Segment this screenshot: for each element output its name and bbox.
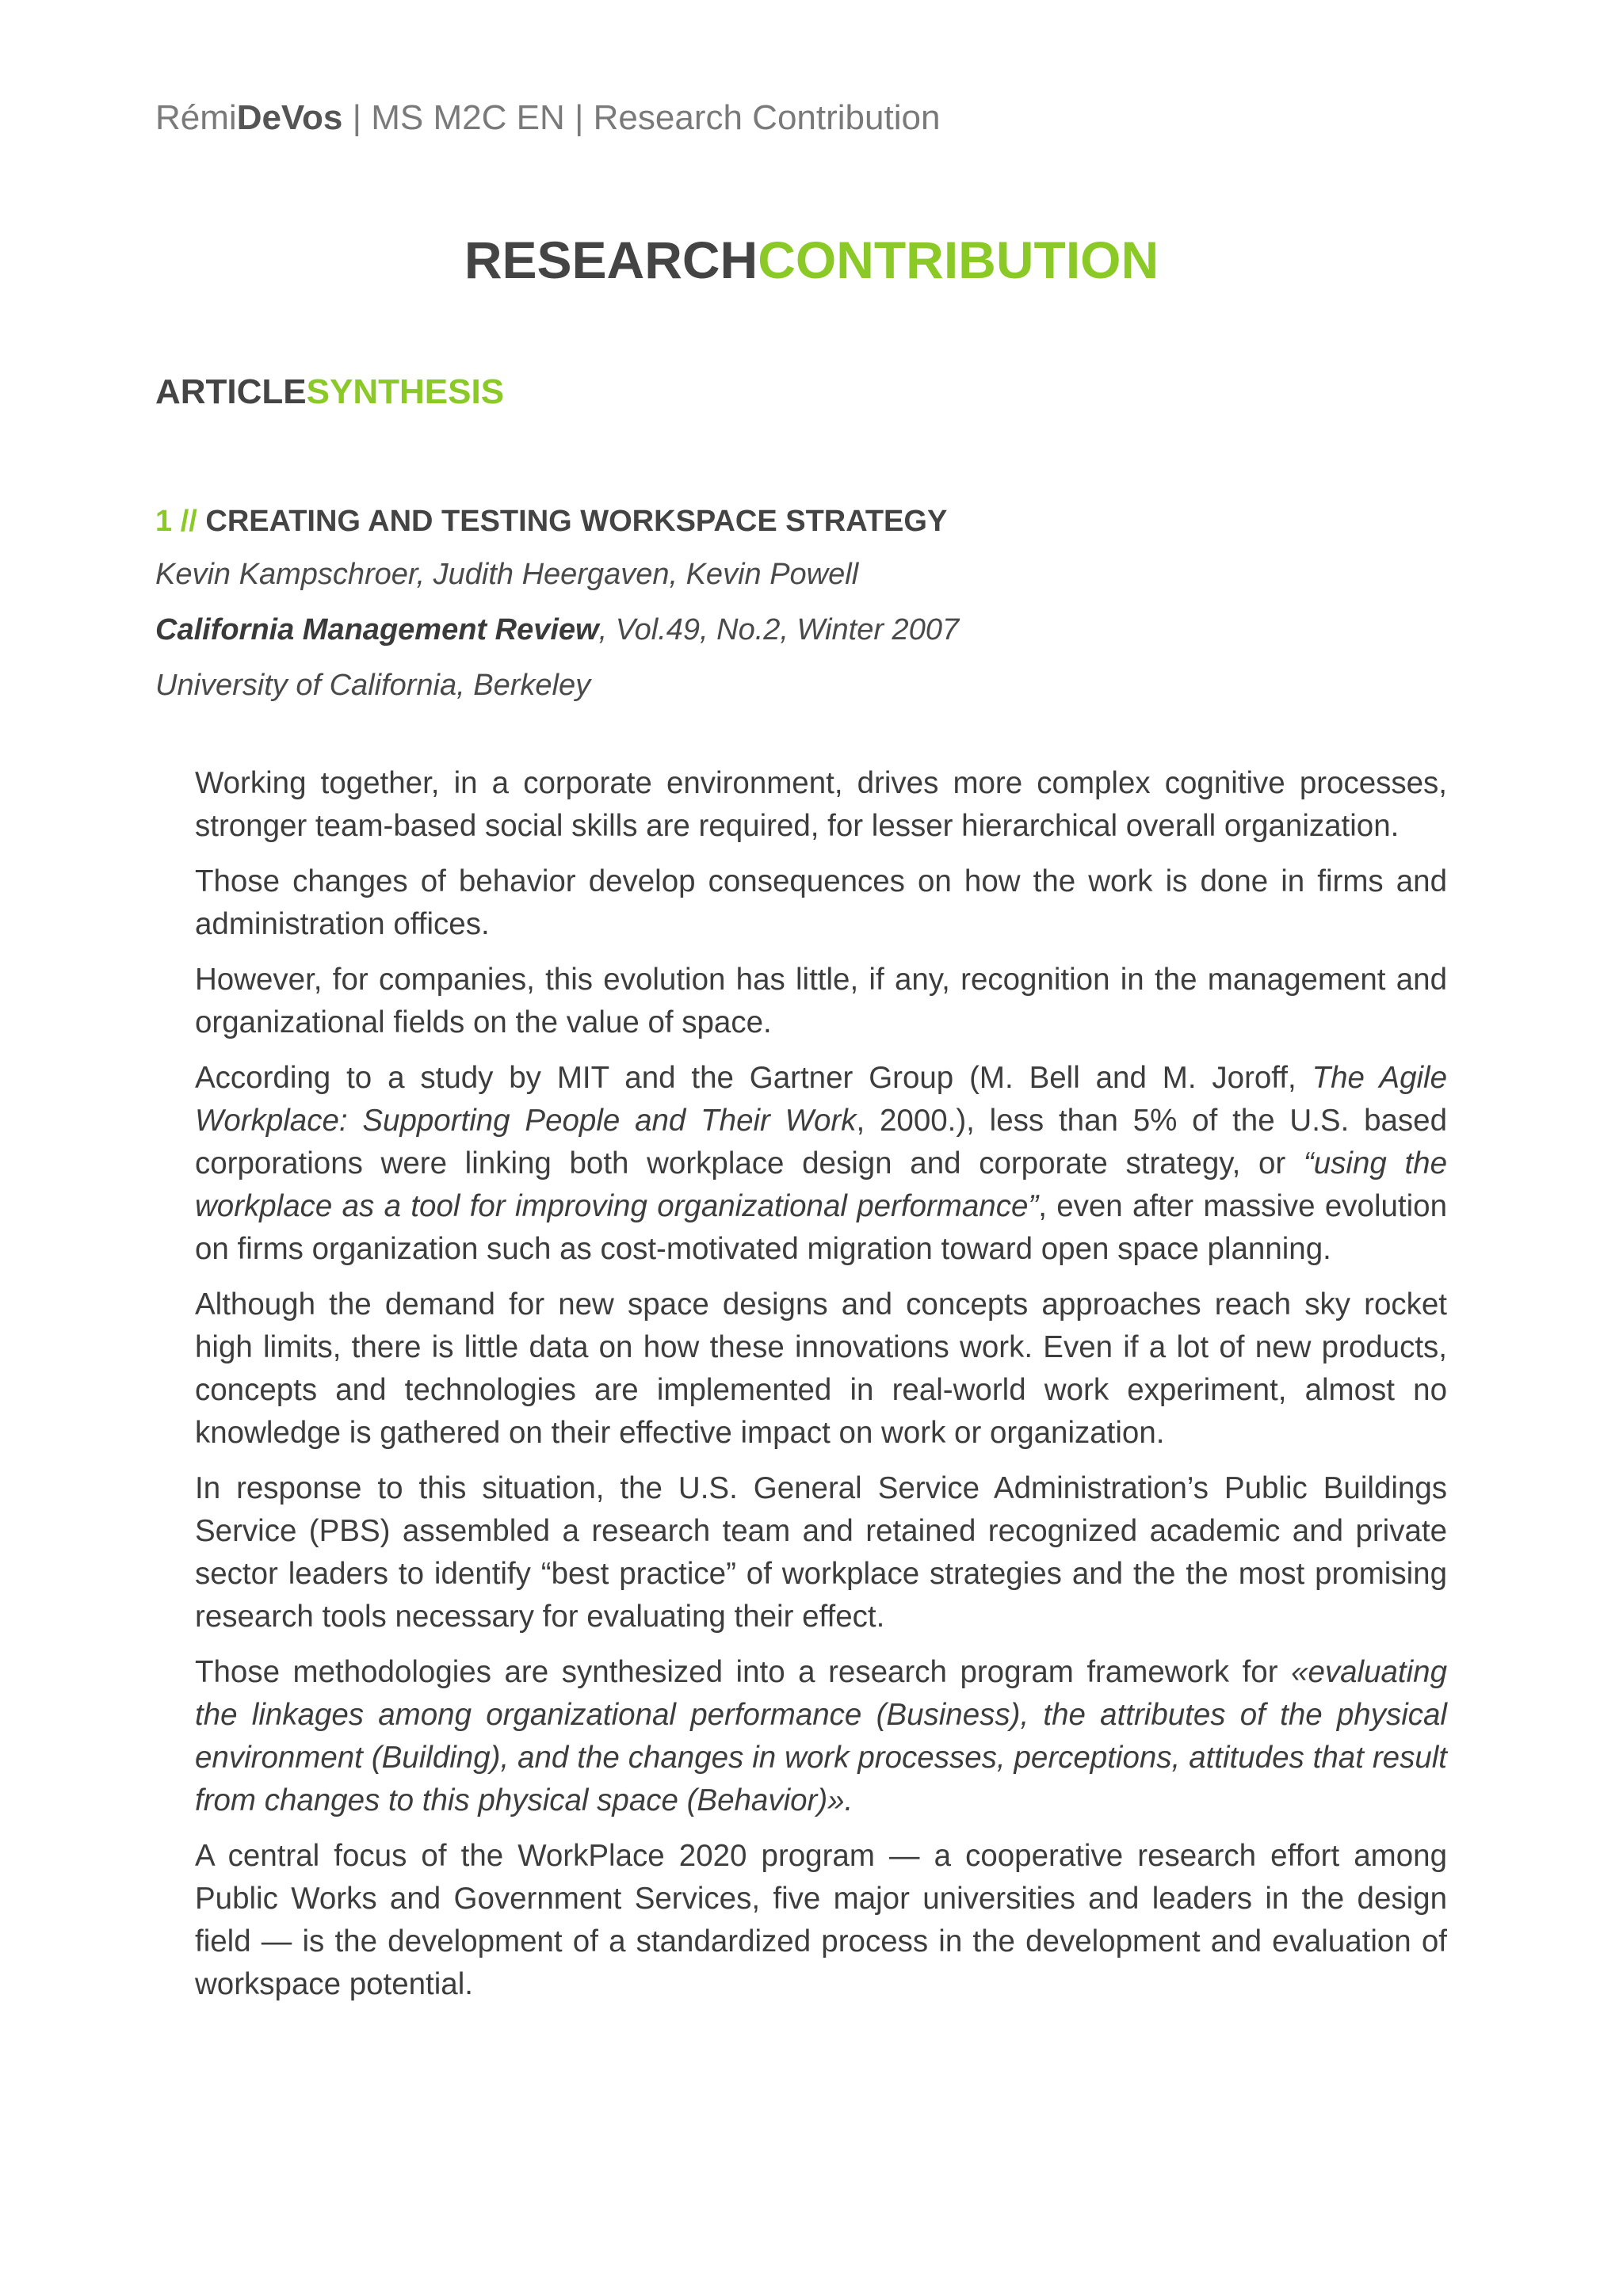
section-part-article: ARTICLE <box>155 372 307 411</box>
header-author-first: Rémi <box>155 98 237 137</box>
header-section: Research Contribution <box>593 98 941 137</box>
paragraph-2: Those changes of behavior develop consequences on how the work is done in firms and administration offices. <box>195 864 1447 941</box>
paragraph-7 <box>195 1651 1447 1822</box>
section-part-synthesis: SYNTHESIS <box>306 372 505 411</box>
article-number: 1 // <box>155 505 197 538</box>
paragraph-5: Although the demand for new space designs and concepts approaches reach sky rocket high limits, there is little data on how these innovations work. Even if a lot of new products, concepts and technologies are implemented in real-world work experiment, almost no knowledge is gathered on their effective impact on work or organization. <box>195 1287 1447 1450</box>
paragraph-6: In response to this situation, the U.S. General Service Administration’s Public Buildings Service (PBS) assembled a research team and retained recognized academic and private sector leaders to identify “best practice” of workplace strategies and the the most promising research tools necessary for evaluating their effect. <box>195 1471 1447 1634</box>
section-title <box>155 372 504 412</box>
paragraph-4 <box>195 1057 1447 1271</box>
header-program: MS M2C EN <box>371 98 565 137</box>
article-title <box>155 496 1463 547</box>
title-part-research: RESEARCH <box>464 231 758 289</box>
paragraph-7-text-a: Those methodologies are synthesized into a research program framework for <box>195 1655 1292 1689</box>
book-title: The Agile Workplace: Supporting People and Their Work <box>195 1061 1447 1138</box>
title-part-contribution: CONTRIBUTION <box>758 231 1159 289</box>
article-body <box>195 762 1447 2019</box>
header-separator: | <box>342 98 372 137</box>
article-volume: , Vol.49, No.2, Winter 2007 <box>598 613 960 646</box>
quote: “using the workplace as a tool for improving organizational performance” <box>195 1146 1447 1223</box>
paragraph-4-text-b: , 2000.), less than 5% of the U.S. based corporations were linking both workplace design and corporate strategy, or <box>195 1104 1447 1180</box>
article-journal-line <box>155 602 1463 658</box>
header-separator: | <box>564 98 594 137</box>
page-title <box>0 230 1623 290</box>
paragraph-3: However, for companies, this evolution has little, if any, recognition in the management and organizational fields on the value of space. <box>195 963 1447 1039</box>
paragraph-4-text-c: , even after massive evolution on firms organization such as cost-motivated migration toward open space planning. <box>195 1189 1447 1266</box>
article-authors: Kevin Kampschroer, Judith Heergaven, Kevin Powell <box>155 558 859 591</box>
article-journal: California Management Review <box>155 613 599 646</box>
page-header <box>155 98 940 138</box>
header-author-last: DeVos <box>236 98 343 137</box>
paragraph-4-text-a: According to a study by MIT and the Gartner Group (M. Bell and M. Joroff, <box>195 1061 1312 1095</box>
article-institution: University of California, Berkeley <box>155 669 591 702</box>
article-header <box>155 493 1463 713</box>
paragraph-8: A central focus of the WorkPlace 2020 program — a cooperative research effort among Public Works and Government Services, five major universities and leaders in the design field — is the development of a standardized process in the development and evaluation of workspace potential. <box>195 1839 1447 2001</box>
article-title-text: CREATING AND TESTING WORKSPACE STRATEGY <box>197 505 948 538</box>
paragraph-1: Working together, in a corporate environment, drives more complex cognitive processes, stronger team-based social skills are required, for lesser hierarchical overall organization. <box>195 766 1447 843</box>
quote: «evaluating the linkages among organizational performance (Business), the attributes of the physical environment (Building), and the changes in work processes, perceptions, attitudes that result from changes to this physical space (Behavior)». <box>195 1655 1447 1817</box>
